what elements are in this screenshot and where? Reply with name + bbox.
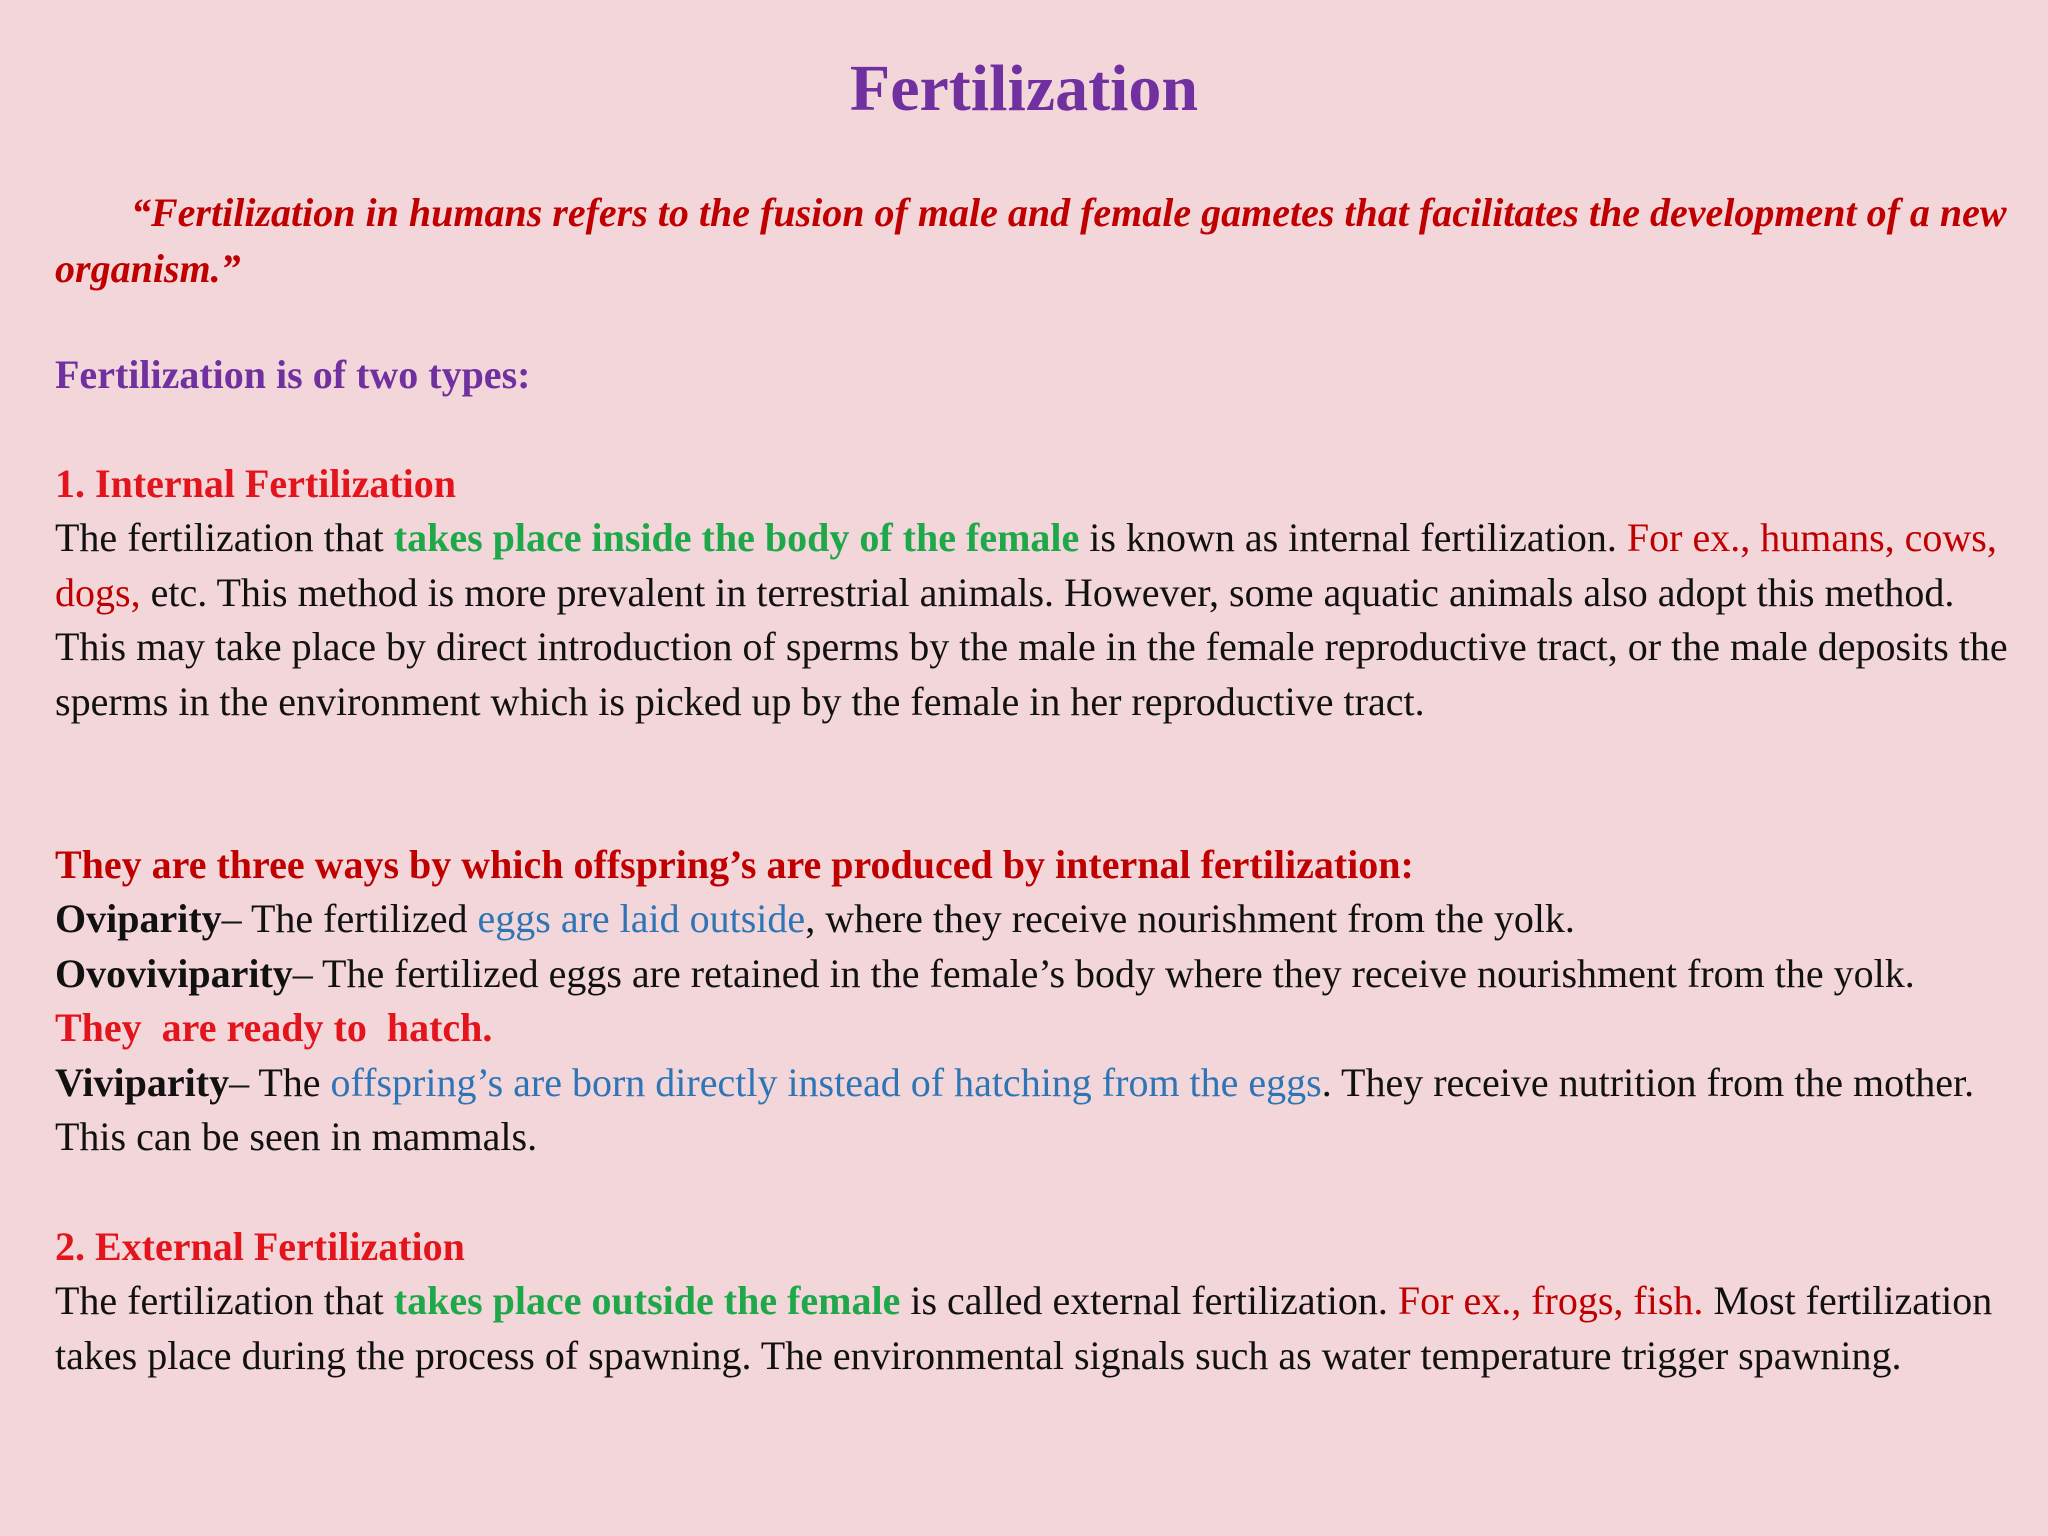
viviparity-text-a: – The <box>229 1059 331 1105</box>
oviparity-highlight: eggs are laid outside <box>477 896 806 942</box>
quote-text: “Fertilization in humans refers to the fusion of male and female gametes that facilitates the development of a new organism.” <box>55 190 2007 291</box>
slide-title: Fertilization <box>849 52 1199 125</box>
ovoviviparity-item <box>55 947 2015 1056</box>
external-highlight: takes place outside the female <box>393 1278 901 1324</box>
external-fertilization-section <box>55 1220 2015 1383</box>
oviparity-text-a: – The fertilized <box>221 896 478 942</box>
viviparity-item <box>55 1056 2015 1165</box>
internal-heading: 1. Internal Fertilization <box>55 461 457 506</box>
ovoviviparity-term: Ovoviviparity <box>55 950 293 996</box>
external-text-c: Most fertilization takes place during the process of spawning. The environmental signals such as water temperature trigger spawning. <box>55 1278 1993 1378</box>
external-text-b: is called external fertilization. <box>900 1278 1398 1324</box>
oviparity-text-b: , where they receive nourishment from the yolk. <box>805 896 1575 942</box>
viviparity-highlight: offspring’s are born directly instead of hatching from the eggs <box>330 1059 1322 1105</box>
ways-heading: They are three ways by which offspring’s are produced by internal fertilization: <box>55 842 1414 887</box>
internal-text-b: is known as internal fertilization. <box>1079 515 1617 561</box>
internal-examples: For ex., humans, cows, dogs, <box>55 515 1997 615</box>
types-heading: Fertilization is of two types: <box>55 352 531 397</box>
internal-text-a: The fertilization that <box>55 515 394 561</box>
oviparity-term: Oviparity <box>55 896 222 942</box>
external-examples: For ex., frogs, fish. <box>1397 1278 1704 1324</box>
external-text-a: The fertilization that <box>55 1278 394 1324</box>
oviparity-item <box>55 892 2015 946</box>
reproduction-ways-section <box>55 838 2015 1164</box>
internal-paragraph <box>55 511 2015 729</box>
internal-text-c: etc. This method is more prevalent in terrestrial animals. However, some aquatic animals also adopt this method. This may take place by direct introduction of sperms by the male in the female reproductive tract, or the male deposits the sperms in the environment which is picked up by the female in her reproductive tract. <box>55 569 2008 724</box>
internal-fertilization-section <box>55 457 2015 729</box>
viviparity-text-b: . They receive nutrition from the mother. This can be seen in mammals. <box>55 1059 1975 1160</box>
definition-quote <box>55 185 2015 297</box>
ovoviviparity-highlight: They are ready to hatch. <box>55 1005 493 1051</box>
ovoviviparity-text-a: – The fertilized eggs are retained in the female’s body where they receive nourishment from the yolk. <box>292 950 1915 996</box>
viviparity-term: Viviparity <box>55 1059 230 1105</box>
external-paragraph <box>55 1274 2015 1383</box>
internal-highlight: takes place inside the body of the female <box>393 515 1080 561</box>
external-heading: 2. External Fertilization <box>55 1224 465 1269</box>
